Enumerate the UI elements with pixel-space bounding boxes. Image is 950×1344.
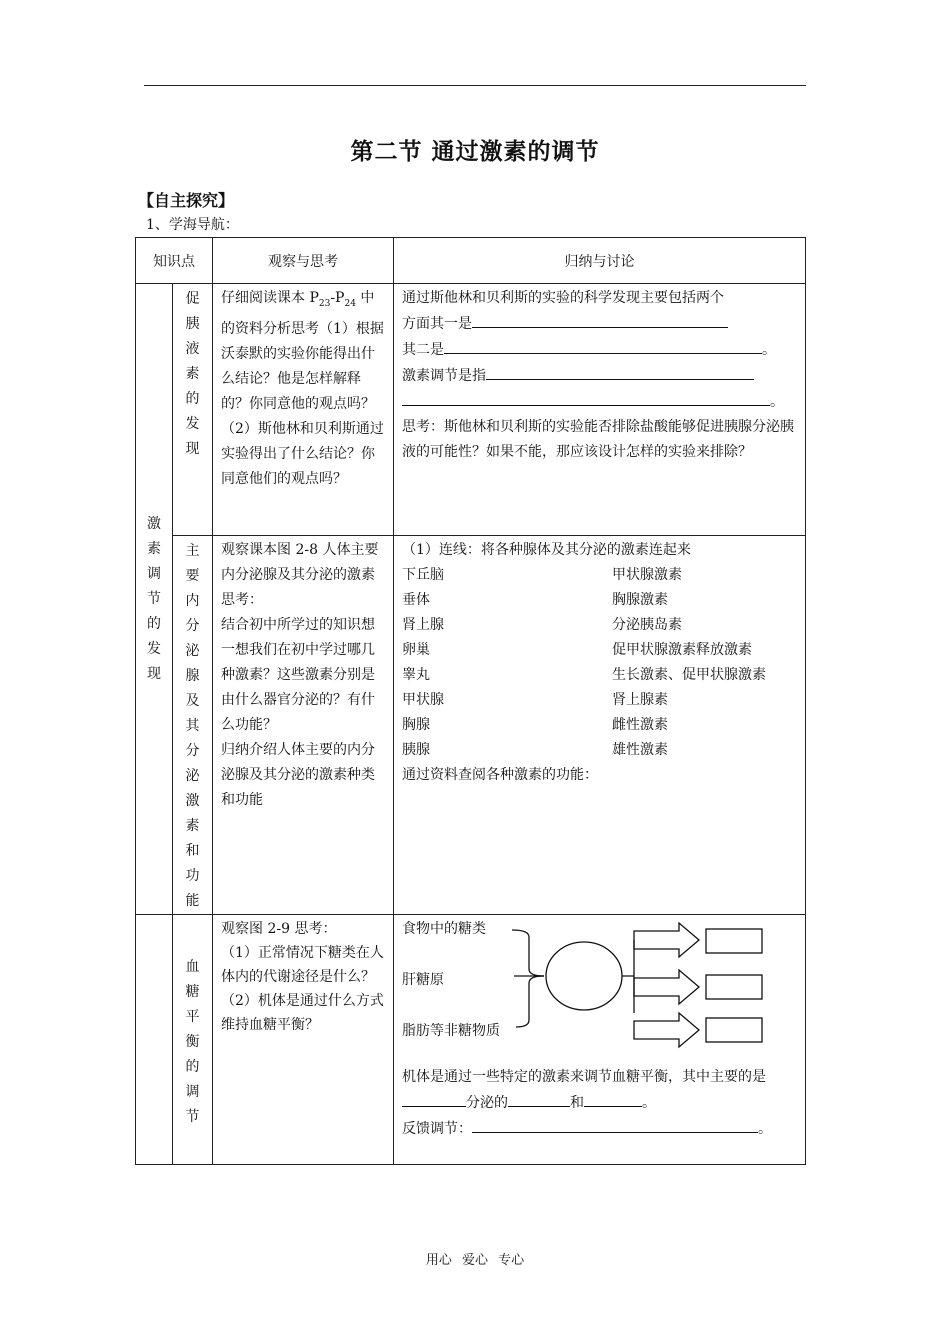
gland-name[interactable]: 胰腺 [402, 742, 430, 758]
summary-text: 反馈调节： 。 [402, 1116, 797, 1142]
list-item [402, 563, 797, 588]
header-rule [144, 85, 806, 86]
observe-text: （2）机体是通过什么方式维持血糖平衡？ [221, 993, 384, 1033]
header-summary: 归纳与讨论 [394, 238, 806, 284]
vertical-char: 及 [185, 693, 200, 709]
list-item [402, 688, 797, 713]
row2-sub-label [173, 539, 212, 914]
vertical-char: 泌 [185, 768, 200, 784]
vertical-char: 平 [185, 1009, 200, 1025]
hormone-name[interactable]: 甲状腺激素 [612, 567, 682, 583]
research-text: 通过资料查阅各种激素的功能： [402, 767, 598, 783]
fill-blank[interactable] [402, 1090, 466, 1107]
observe-cell [213, 284, 394, 536]
sub-cell [173, 536, 213, 915]
gland-name[interactable]: 垂体 [402, 592, 430, 608]
blood-sugar-diagram [402, 917, 797, 1057]
vertical-char: 节 [147, 590, 161, 607]
hormone-name[interactable]: 胸腺激素 [612, 592, 668, 608]
hormone-name[interactable]: 肾上腺素 [612, 692, 668, 708]
vertical-char: 发 [147, 640, 161, 657]
group-cell-empty [136, 915, 173, 1165]
connector-line [622, 940, 634, 1013]
nav-label: 1、学海导航： [146, 217, 239, 233]
vertical-char: 的 [185, 1059, 200, 1075]
observe-text: （1）正常情况下糖类在人体内的代谢途径是什么？ [221, 945, 384, 985]
summary-text: 通过斯他林和贝利斯的实验的科学发现主要包括两个 [402, 290, 724, 306]
gland-name[interactable]: 甲状腺 [402, 692, 444, 708]
list-item [402, 738, 797, 763]
table-header-row [136, 238, 806, 284]
answer-box [706, 1018, 762, 1042]
hormone-name[interactable]: 生长激素、促甲状腺激素 [612, 667, 766, 683]
observe-text: 仔细阅读课本 $P_{23}-P_{24}$ 中的资料分析思考（1）根据沃泰默的实验你能得出什么结论？他是怎样解释的？你同意他的观点吗？ [221, 290, 384, 412]
list-item [402, 613, 797, 638]
sub-cell [173, 915, 213, 1165]
hormone-name[interactable]: 雌性激素 [612, 717, 668, 733]
summary-cell [394, 915, 806, 1165]
metabolism-diagram-svg [394, 917, 794, 1057]
vertical-char: 发 [185, 416, 200, 432]
page-title: 第二节 通过激素的调节 [350, 139, 600, 165]
source-non-sugar: 脂肪等非糖物质 [402, 1023, 500, 1039]
vertical-char: 腺 [185, 668, 200, 684]
hormone-name[interactable]: 分泌胰岛素 [612, 617, 682, 633]
fill-blank[interactable] [402, 389, 770, 406]
vertical-char: 衡 [185, 1034, 200, 1050]
summary-cell [394, 284, 806, 536]
page-footer: 用心 爱心 专心 [425, 1253, 525, 1268]
hormone-name[interactable]: 雄性激素 [612, 742, 668, 758]
summary-text: 其二是 。 [402, 337, 797, 363]
observe-text: 结合初中所学过的知识想一想我们在初中学过哪几种激素？这些激素分别是由什么器官分泌的？有什么功能？ [221, 617, 375, 733]
table-row [136, 915, 806, 1165]
vertical-char: 主 [185, 543, 200, 559]
vertical-char: 素 [185, 818, 200, 834]
source-liver-glycogen: 肝糖原 [402, 972, 444, 988]
vertical-char: 素 [147, 540, 161, 557]
fill-blank[interactable] [584, 1090, 642, 1107]
header-observe: 观察与思考 [213, 238, 394, 284]
study-table [135, 237, 806, 1165]
table-row [136, 536, 806, 915]
vertical-char: 调 [185, 1084, 200, 1100]
fill-blank[interactable] [444, 337, 762, 354]
section-header: 【自主探究】 [138, 191, 235, 210]
arrow-shape [634, 923, 699, 957]
list-item [402, 588, 797, 613]
observe-text: 观察图 2-9 思考： [221, 921, 337, 937]
row1-sub-label [173, 287, 212, 462]
gland-name[interactable]: 肾上腺 [402, 617, 444, 633]
gland-hormone-list [402, 563, 797, 763]
fill-blank[interactable] [472, 1116, 758, 1133]
vertical-char: 的 [185, 391, 200, 407]
list-item [402, 663, 797, 688]
vertical-char: 节 [185, 1109, 200, 1125]
vertical-char: 功 [185, 868, 200, 884]
vertical-char: 素 [185, 366, 200, 382]
vertical-char: 激 [185, 793, 200, 809]
connector-line [512, 930, 544, 976]
sub-cell [173, 284, 213, 536]
vertical-char: 和 [185, 843, 200, 859]
vertical-char: 液 [185, 341, 200, 357]
fill-blank[interactable] [472, 311, 728, 328]
gland-name[interactable]: 下丘脑 [402, 567, 444, 583]
summary-text: 激素调节是指 [402, 363, 797, 389]
answer-box [706, 975, 762, 999]
vertical-char: 分 [185, 618, 200, 634]
vertical-char: 糖 [185, 984, 200, 1000]
vertical-char: 分 [185, 743, 200, 759]
observe-cell [213, 915, 394, 1165]
hormone-name[interactable]: 促甲状腺激素释放激素 [612, 642, 752, 658]
table-row [136, 284, 806, 536]
vertical-char: 胰 [185, 316, 200, 332]
vertical-char: 要 [185, 568, 200, 584]
summary-text: 。 [402, 389, 797, 415]
observe-text: 归纳介绍人体主要的内分泌腺及其分泌的激素种类和功能 [221, 742, 375, 808]
summary-text: 思考：斯他林和贝利斯的实验能否排除盐酸能够促进胰腺分泌胰液的可能性？如果不能，那应该设计怎样的实验来排除？ [402, 419, 794, 460]
source-food-sugar: 食物中的糖类 [402, 921, 486, 937]
vertical-char: 激 [147, 515, 161, 532]
observe-cell [213, 536, 394, 915]
list-item [402, 713, 797, 738]
observe-text: 观察课本图 2-8 人体主要内分泌腺及其分泌的激素思考： [221, 542, 379, 608]
vertical-char: 泌 [185, 643, 200, 659]
vertical-char: 其 [185, 718, 200, 734]
summary-cell [394, 536, 806, 915]
vertical-char: 现 [147, 665, 161, 682]
blood-sugar-circle [546, 942, 622, 1010]
vertical-char: 调 [147, 565, 161, 582]
connector-line [516, 976, 544, 1027]
vertical-char: 血 [185, 959, 200, 975]
summary-text: 机体是通过一些特定的激素来调节血糖平衡，其中主要的是分泌的 和 。 [402, 1069, 766, 1111]
answer-box [706, 929, 762, 953]
vertical-char: 的 [147, 615, 161, 632]
gland-name[interactable]: 卵巢 [402, 642, 430, 658]
row3-sub-label [173, 955, 212, 1130]
fill-blank[interactable] [486, 363, 754, 380]
vertical-char: 现 [185, 441, 200, 457]
gland-name[interactable]: 睾丸 [402, 667, 430, 683]
vertical-char: 促 [185, 291, 200, 307]
list-item [402, 638, 797, 663]
fill-blank[interactable] [508, 1090, 570, 1107]
observe-text: （2）斯他林和贝利斯通过实验得出了什么结论？你同意他们的观点吗？ [221, 420, 384, 487]
vertical-char: 能 [185, 893, 200, 909]
group-label [136, 512, 172, 687]
arrow-shape [634, 1013, 699, 1047]
connect-title: （1）连线：将各种腺体及其分泌的激素连起来 [402, 542, 691, 558]
gland-name[interactable]: 胸腺 [402, 717, 430, 733]
vertical-char: 内 [185, 593, 200, 609]
summary-text: 方面其一是 [402, 311, 797, 337]
header-knowledge: 知识点 [136, 238, 213, 284]
group-cell [136, 284, 173, 915]
arrow-shape [634, 970, 699, 1004]
